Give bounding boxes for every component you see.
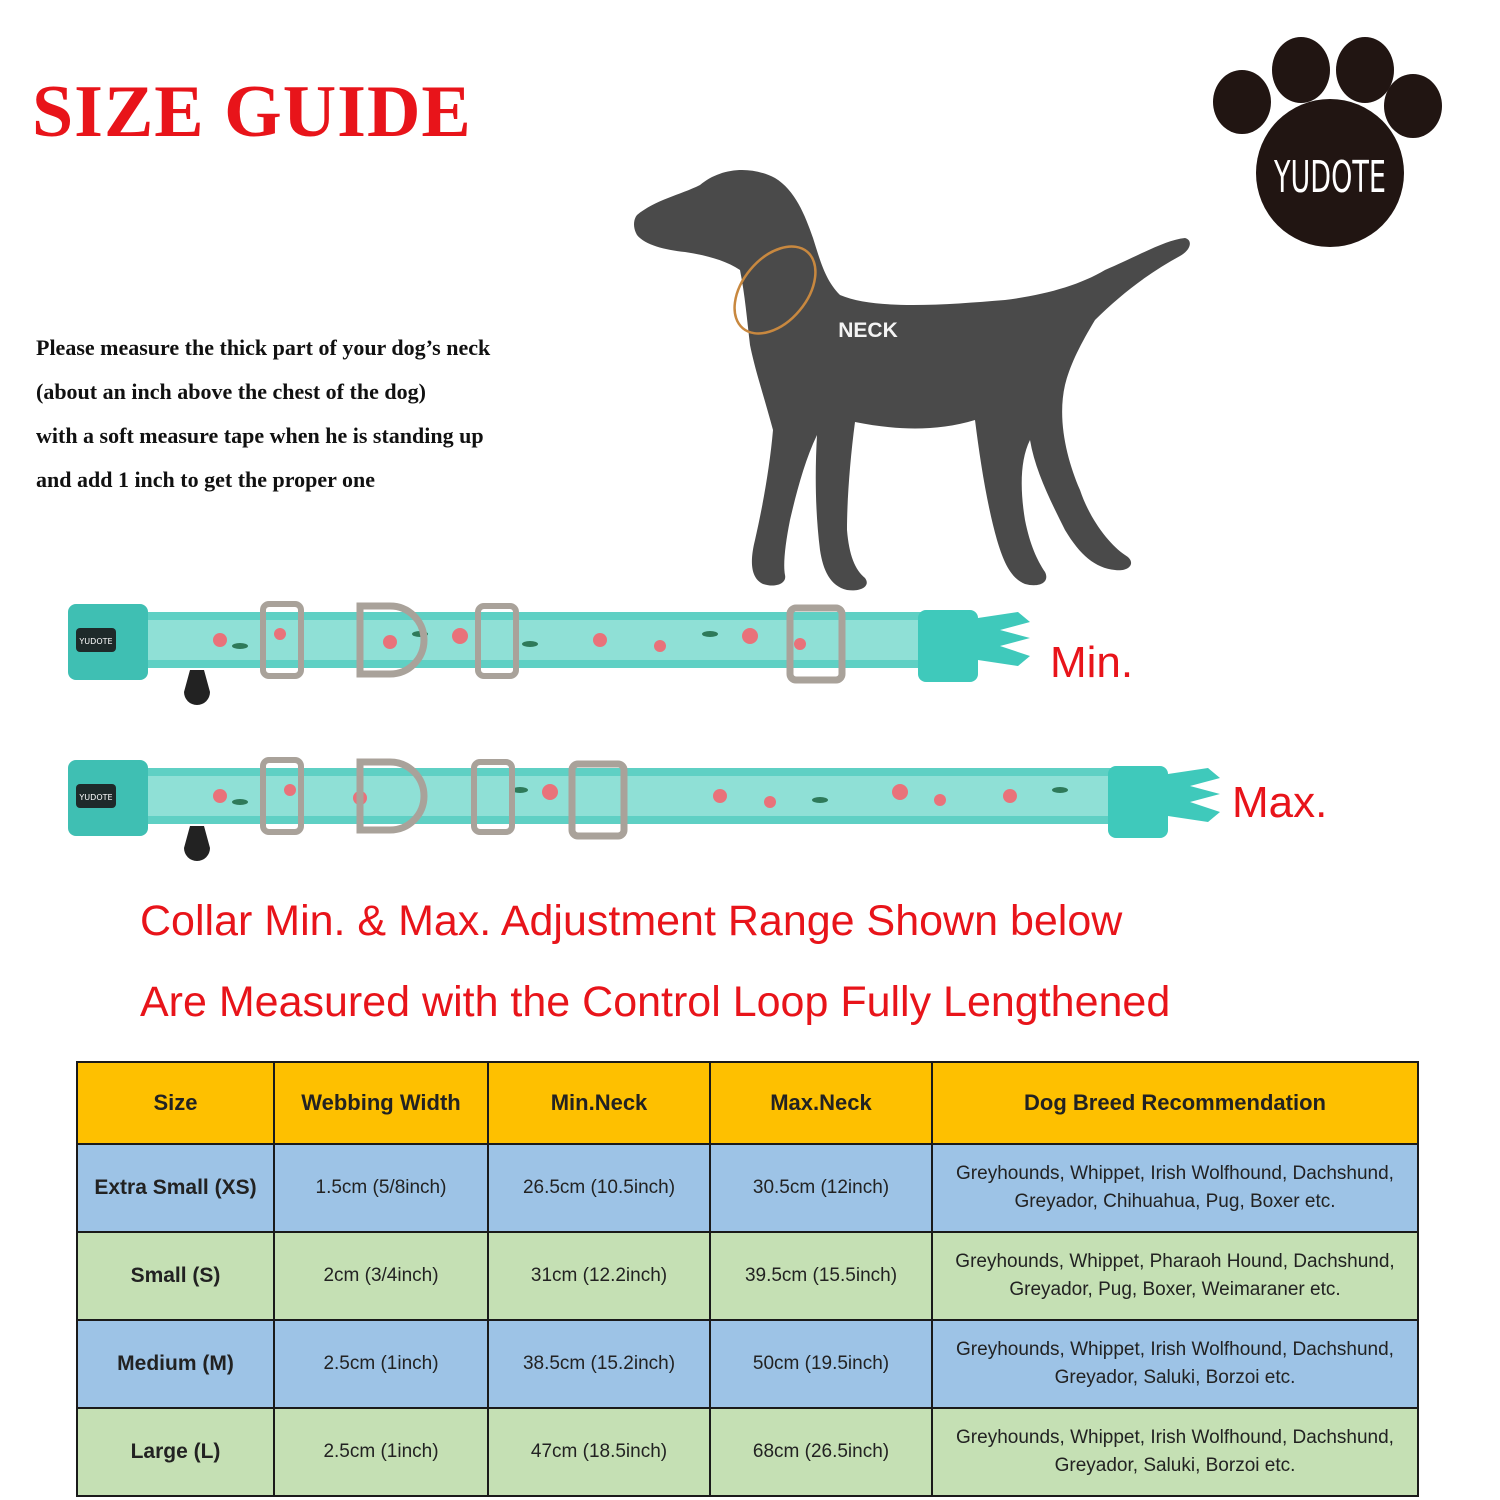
max-neck-cell: 50cm (19.5inch): [710, 1320, 932, 1408]
width-cell: 2.5cm (1inch): [274, 1408, 488, 1496]
breed-line: Greyhounds, Whippet, Irish Wolfhound, Dachshund,: [956, 1427, 1394, 1448]
instruction-line: with a soft measure tape when he is standing up: [36, 423, 484, 448]
neck-label: NECK: [838, 319, 898, 342]
breed-line: Greyador, Pug, Boxer, Weimaraner etc.: [1009, 1279, 1341, 1300]
table-row: [77, 1232, 1418, 1320]
measure-instructions: [36, 326, 676, 502]
max-neck-cell: 39.5cm (15.5inch): [710, 1232, 932, 1320]
collar-min-label: Min.: [1050, 638, 1134, 687]
width-cell: 2cm (3/4inch): [274, 1232, 488, 1320]
table-header-row: [77, 1062, 1418, 1144]
page-title: SIZE GUIDE: [32, 71, 472, 153]
breed-line: Greyador, Saluki, Borzoi etc.: [1054, 1367, 1296, 1388]
max-neck-cell: 30.5cm (12inch): [710, 1144, 932, 1232]
min-neck-cell: 31cm (12.2inch): [488, 1232, 710, 1320]
width-cell: 2.5cm (1inch): [274, 1320, 488, 1408]
breed-cell: [932, 1320, 1418, 1408]
breed-line: Greyhounds, Whippet, Irish Wolfhound, Dachshund,: [956, 1339, 1394, 1360]
adjustment-note: Collar Min. & Max. Adjustment Range Shown below: [140, 897, 1123, 945]
collar-brand-label: YUDOTE: [79, 793, 113, 802]
instruction-line: Please measure the thick part of your dog’s neck: [36, 335, 491, 360]
collar-max-illustration: [60, 754, 1240, 864]
column-header: Max.Neck: [710, 1062, 932, 1144]
collar-brand-label: YUDOTE: [79, 637, 113, 646]
table-row: [77, 1408, 1418, 1496]
breed-cell: [932, 1408, 1418, 1496]
width-cell: 1.5cm (5/8inch): [274, 1144, 488, 1232]
breed-cell: [932, 1144, 1418, 1232]
min-neck-cell: 26.5cm (10.5inch): [488, 1144, 710, 1232]
size-cell: Extra Small (XS): [77, 1144, 274, 1232]
instruction-line: (about an inch above the chest of the dog): [36, 379, 426, 404]
size-table: [76, 1061, 1419, 1497]
table-row: [77, 1144, 1418, 1232]
column-header: Min.Neck: [488, 1062, 710, 1144]
breed-line: Greyador, Saluki, Borzoi etc.: [1054, 1455, 1296, 1476]
logo-text: YUDOTE: [1273, 152, 1386, 203]
min-neck-cell: 47cm (18.5inch): [488, 1408, 710, 1496]
size-cell: Large (L): [77, 1408, 274, 1496]
size-cell: Small (S): [77, 1232, 274, 1320]
column-header: Size: [77, 1062, 274, 1144]
column-header: Webbing Width: [274, 1062, 488, 1144]
collar-min-illustration: [60, 598, 1050, 708]
max-neck-cell: 68cm (26.5inch): [710, 1408, 932, 1496]
adjustment-note: Are Measured with the Control Loop Fully Lengthened: [140, 978, 1171, 1026]
paw-print-icon: [1205, 30, 1450, 255]
breed-cell: [932, 1232, 1418, 1320]
breed-line: Greyhounds, Whippet, Irish Wolfhound, Dachshund,: [956, 1163, 1394, 1184]
breed-line: Greyador, Chihuahua, Pug, Boxer etc.: [1014, 1191, 1336, 1212]
table-row: [77, 1320, 1418, 1408]
instruction-line: and add 1 inch to get the proper one: [36, 467, 376, 492]
dog-silhouette: [625, 160, 1200, 600]
breed-line: Greyhounds, Whippet, Pharaoh Hound, Dachshund,: [955, 1251, 1395, 1272]
min-neck-cell: 38.5cm (15.2inch): [488, 1320, 710, 1408]
size-cell: Medium (M): [77, 1320, 274, 1408]
collar-max-label: Max.: [1232, 778, 1328, 827]
column-header: Dog Breed Recommendation: [932, 1062, 1418, 1144]
